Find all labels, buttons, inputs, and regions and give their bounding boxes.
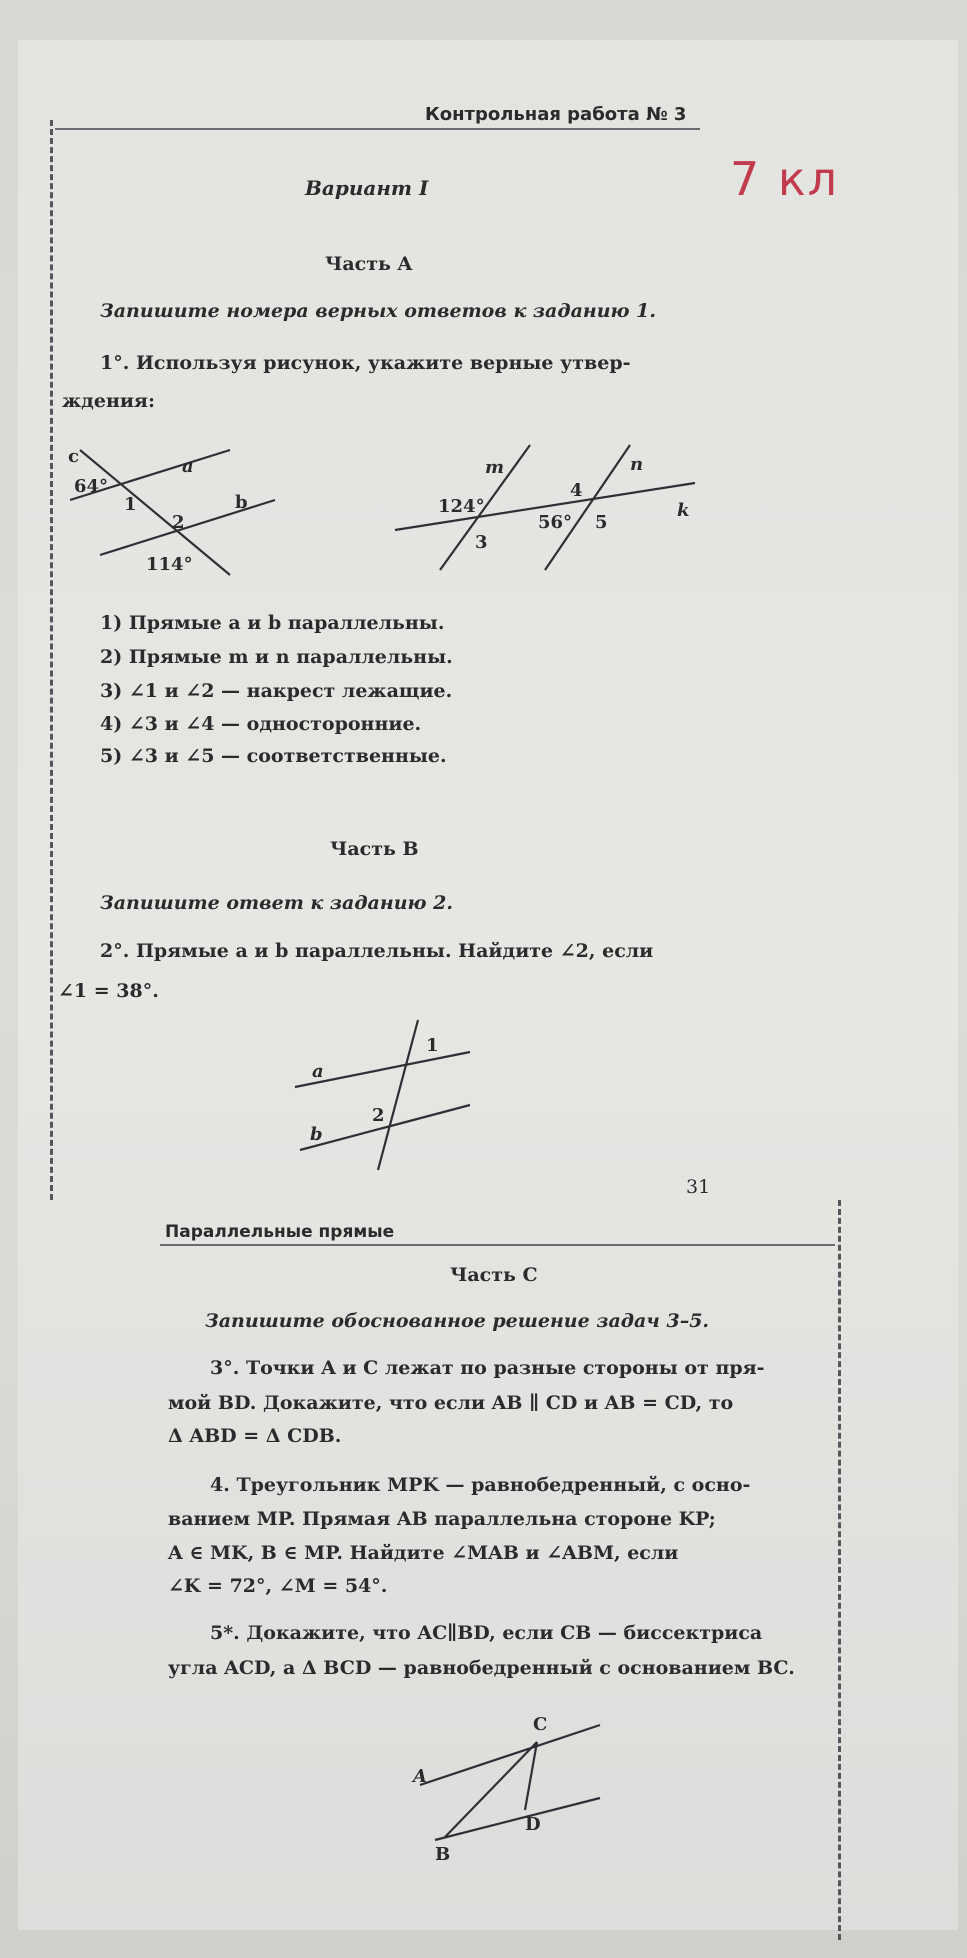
- line-ac: [420, 1725, 600, 1785]
- label-angle-3: 3: [475, 532, 488, 553]
- label-c: c: [68, 446, 79, 467]
- task3-line2: мой BD. Докажите, что если AB ∥ CD и AB = CD, то: [168, 1392, 734, 1414]
- part-b-instruction: Запишите ответ к заданию 2.: [100, 892, 454, 914]
- label-angle-4: 4: [570, 480, 583, 501]
- label-angle-1: 1: [124, 494, 137, 515]
- section-header: Параллельные прямые: [165, 1222, 395, 1242]
- task1-option-1: 1) Прямые a и b параллельны.: [100, 612, 445, 634]
- label-point-a: A: [413, 1766, 427, 1787]
- segment-cb: [445, 1742, 537, 1837]
- label-a: a: [312, 1061, 324, 1082]
- section-rule: [160, 1244, 835, 1246]
- task1-option-4: 4) ∠3 и ∠4 — односторонние.: [100, 713, 422, 735]
- task1-text-line1: 1°. Используя рисунок, укажите верные утвер-: [100, 352, 631, 374]
- dashed-margin-line: [50, 120, 53, 1200]
- task4-line4: ∠K = 72°, ∠M = 54°.: [168, 1575, 388, 1597]
- label-point-b: B: [435, 1844, 451, 1865]
- label-b: b: [235, 492, 248, 513]
- part-a-instruction: Запишите номера верных ответов к заданию 1.: [100, 300, 657, 322]
- label-point-c: C: [533, 1714, 548, 1735]
- page-number: 31: [686, 1176, 711, 1198]
- label-angle-56: 56°: [538, 512, 573, 533]
- task2-figure: [290, 1015, 490, 1175]
- task1-figure-left: [60, 440, 300, 590]
- label-angle-114: 114°: [146, 554, 193, 575]
- part-c-title: Часть C: [450, 1264, 538, 1286]
- header-rule: [55, 128, 700, 130]
- header-title: Контрольная работа № 3: [425, 104, 687, 125]
- part-b-title: Часть B: [330, 838, 419, 860]
- task2-text-line1: 2°. Прямые a и b параллельны. Найдите ∠2, если: [100, 940, 654, 962]
- dashed-margin-line-right: [838, 1200, 841, 1940]
- task1-text-line2: ждения:: [62, 390, 155, 412]
- label-angle-2: 2: [372, 1105, 385, 1126]
- task1-figure-right: [390, 440, 710, 580]
- label-angle-2: 2: [172, 512, 185, 533]
- task1-option-5: 5) ∠3 и ∠5 — соответственные.: [100, 745, 447, 767]
- task5-line2: угла ACD, а Δ BCD — равнобедренный с основанием BC.: [168, 1657, 795, 1679]
- variant-title: Вариант I: [305, 176, 429, 200]
- label-n: n: [630, 454, 644, 475]
- label-point-d: D: [525, 1814, 541, 1835]
- task3-line3: Δ ABD = Δ CDB.: [168, 1425, 342, 1447]
- label-b: b: [310, 1124, 323, 1145]
- handwritten-note: 7 кл: [730, 152, 840, 206]
- task5-line1: 5*. Докажите, что AC∥BD, если CB — биссектриса: [210, 1622, 763, 1644]
- label-m: m: [485, 457, 505, 478]
- task3-line1: 3°. Точки A и C лежат по разные стороны от пря-: [210, 1357, 765, 1379]
- task1-option-3: 3) ∠1 и ∠2 — накрест лежащие.: [100, 680, 453, 702]
- secant-line: [378, 1020, 418, 1170]
- label-angle-5: 5: [595, 512, 608, 533]
- line-n: [545, 445, 630, 570]
- task2-text-line2: ∠1 = 38°.: [58, 980, 159, 1002]
- label-angle-124: 124°: [438, 496, 485, 517]
- label-angle-1: 1: [426, 1035, 439, 1056]
- label-angle-64: 64°: [74, 476, 109, 497]
- task4-line3: A ∈ MK, B ∈ MP. Найдите ∠MAB и ∠ABM, если: [168, 1542, 679, 1564]
- label-k: k: [677, 500, 690, 521]
- part-c-instruction: Запишите обоснованное решение задач 3–5.: [205, 1310, 710, 1332]
- task4-line2: ванием MP. Прямая AB параллельна стороне KP;: [168, 1508, 716, 1530]
- task1-option-2: 2) Прямые m и n параллельны.: [100, 646, 453, 668]
- task4-line1: 4. Треугольник MPK — равнобедренный, с осно-: [210, 1474, 751, 1496]
- page: [18, 40, 958, 1930]
- label-a: a: [182, 456, 194, 477]
- part-a-title: Часть A: [325, 253, 413, 275]
- task5-figure: [405, 1700, 645, 1865]
- line-bd: [435, 1798, 600, 1840]
